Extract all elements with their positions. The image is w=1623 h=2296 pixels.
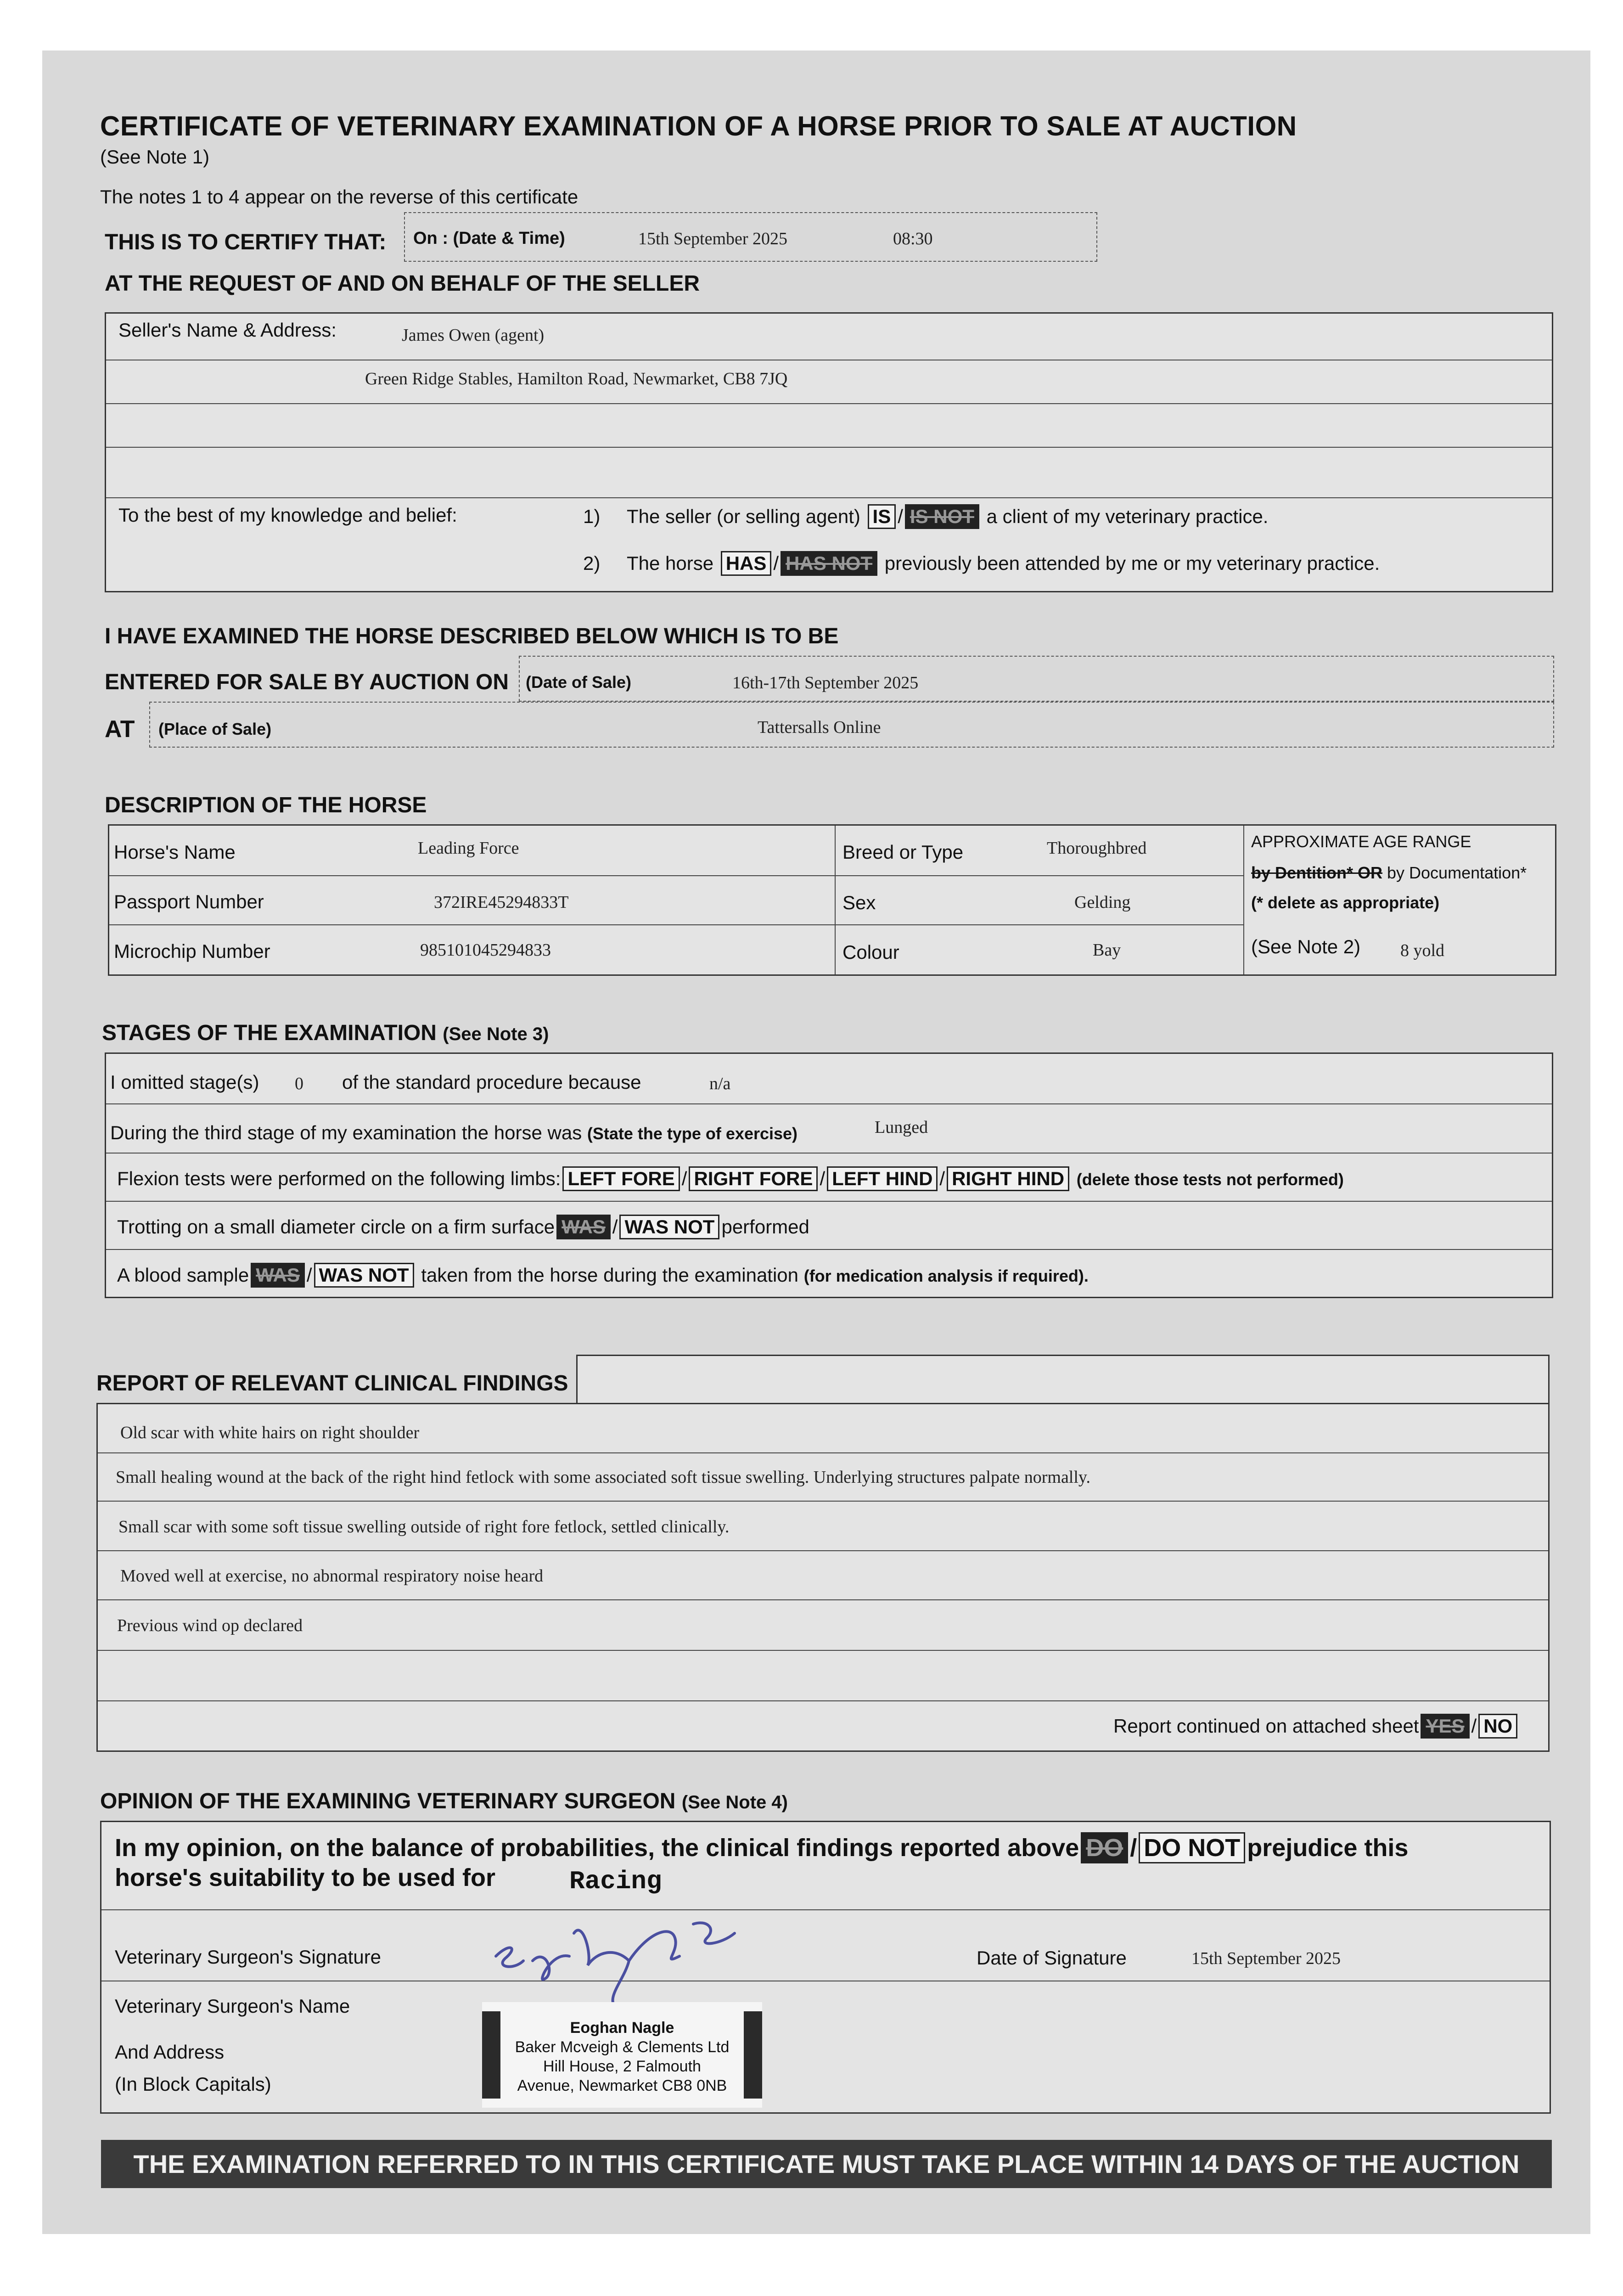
finding-line-4: Moved well at exercise, no abnormal respiratory noise heard [120,1566,544,1586]
statement-2-num: 2) [583,552,601,574]
vet-stamp [482,2002,762,2108]
sale-date-value: 16th-17th September 2025 [732,673,919,692]
opinion-heading-note: (See Note 4) [681,1792,788,1812]
opinion-text-line-1 [115,1832,1408,1863]
client-separator: / [898,506,903,527]
examined-label: I HAVE EXAMINED THE HORSE DESCRIBED BELOW WHICH IS TO BE [105,624,839,648]
flexion-left-fore[interactable]: LEFT FORE [562,1166,680,1191]
seller-address: Green Ridge Stables, Hamilton Road, Newmarket, CB8 7JQ [365,369,788,388]
vet-signature [477,1906,771,2014]
blood-sep: / [306,1264,312,1286]
blood-note: (for medication analysis if required). [803,1266,1089,1285]
exam-date: 15th September 2025 [638,229,788,248]
age-method [1251,863,1527,883]
flexion-right-fore[interactable]: RIGHT FORE [689,1166,818,1191]
colour-label: Colour [842,941,899,963]
horse-has-option[interactable]: HAS [721,551,772,576]
trot-label-b: performed [721,1216,809,1238]
sex-value: Gelding [1074,893,1131,912]
stages-heading-note: (See Note 3) [443,1024,549,1044]
blood-was-option[interactable]: WAS [251,1263,305,1288]
opinion-do-not-option[interactable]: DO NOT [1139,1832,1245,1863]
age-dentition-struck[interactable]: by Dentition* OR [1251,863,1382,882]
third-stage-label: During the third stage of my examination the horse was [110,1122,582,1143]
flexion-row [117,1166,1344,1191]
description-heading: DESCRIPTION OF THE HORSE [105,793,427,817]
omitted-label-a: I omitted stage(s) [110,1071,259,1093]
continued-row [1113,1714,1519,1739]
omitted-label-b: of the standard procedure because [342,1071,641,1093]
stamp-name: Eoghan Nagle [570,2019,674,2037]
age-see-note: (See Note 2) [1251,936,1361,957]
third-stage-value: Lunged [875,1118,928,1137]
flexion-sep-1: / [681,1168,687,1189]
opinion-text-c: horse's suitability to be used for [115,1864,495,1891]
certify-label: THIS IS TO CERTIFY THAT: [105,230,387,254]
opinion-do-option[interactable]: DO [1081,1832,1128,1863]
flexion-sep-3: / [939,1168,945,1189]
trot-label-a: Trotting on a small diameter circle on a firm surface [117,1216,555,1238]
omitted-row [110,1071,259,1093]
on-label: On : (Date & Time) [413,229,565,248]
block-capitals-label: (In Block Capitals) [115,2073,271,2095]
stages-heading [102,1020,549,1046]
findings-header-box [576,1355,1550,1404]
blood-label-a: A blood sample [117,1264,249,1286]
microchip-label: Microchip Number [114,940,270,962]
sale-place-label: (Place of Sale) [158,720,272,738]
title-note: (See Note 1) [100,146,210,168]
third-stage-note: (State the type of exercise) [587,1124,798,1143]
third-stage-row [110,1122,797,1144]
flexion-sep-2: / [820,1168,826,1189]
opinion-heading [100,1789,788,1814]
flexion-right-hind[interactable]: RIGHT HIND [947,1166,1069,1191]
horse-name-label: Horse's Name [114,841,236,863]
trot-was-option[interactable]: WAS [556,1215,611,1239]
trot-sep: / [612,1216,618,1238]
trot-was-not-option[interactable]: WAS NOT [619,1215,719,1239]
blood-was-not-option[interactable]: WAS NOT [314,1263,414,1288]
findings-heading: REPORT OF RELEVANT CLINICAL FINDINGS [96,1371,568,1396]
finding-line-3: Small scar with some soft tissue swelling outside of right fore fetlock, settled clinically. [118,1517,730,1536]
blood-row [117,1263,1089,1288]
continued-label: Report continued on attached sheet [1113,1715,1419,1737]
vet-name-label: Veterinary Surgeon's Name [115,1995,350,2017]
blood-label-b: taken from the horse during the examination [421,1264,799,1286]
client-is-not-option[interactable]: IS NOT [905,504,979,529]
finding-line-1: Old scar with white hairs on right shoulder [120,1423,420,1442]
omitted-reason: n/a [709,1074,731,1093]
opinion-text-a: In my opinion, on the balance of probabilities, the clinical findings reported above [115,1834,1079,1862]
sale-place-value: Tattersalls Online [758,718,881,737]
opinion-sep: / [1130,1834,1137,1862]
exam-time: 08:30 [893,229,933,248]
at-label: AT [105,716,135,743]
breed-value: Thoroughbred [1047,838,1147,858]
age-heading: APPROXIMATE AGE RANGE [1251,832,1471,851]
seller-box [105,312,1553,592]
trot-row [117,1215,809,1239]
date-sig-label: Date of Signature [977,1947,1127,1969]
sex-label: Sex [842,892,876,913]
belief-label: To the best of my knowledge and belief: [118,504,457,526]
address-label: And Address [115,2041,225,2063]
stamp-line-1: Baker Mcveigh & Clements Ltd [515,2038,730,2056]
sale-date-label: (Date of Sale) [526,673,632,692]
horse-has-not-option[interactable]: HAS NOT [781,551,877,576]
request-label: AT THE REQUEST OF AND ON BEHALF OF THE SELLER [105,271,700,296]
footer-banner: THE EXAMINATION REFERRED TO IN THIS CERTIFICATE MUST TAKE PLACE WITHIN 14 DAYS OF THE AUCTION [101,2140,1552,2188]
certificate-title: CERTIFICATE OF VETERINARY EXAMINATION OF A HORSE PRIOR TO SALE AT AUCTION [100,111,1297,141]
age-documentation[interactable]: by Documentation* [1387,863,1527,882]
passport-value: 372IRE45294833T [434,893,569,912]
statement-1-text-a: The seller (or selling agent) [626,506,860,527]
seller-name-label: Seller's Name & Address: [118,319,337,341]
age-delete-note: (* delete as appropriate) [1251,893,1440,912]
signature-label: Veterinary Surgeon's Signature [115,1946,382,1968]
microchip-value: 985101045294833 [420,940,551,960]
continued-sep: / [1471,1715,1477,1737]
omitted-value: 0 [295,1074,303,1093]
age-value: 8 yold [1400,941,1445,960]
finding-line-5: Previous wind op declared [117,1616,303,1635]
flexion-label: Flexion tests were performed on the following limbs: [117,1168,561,1189]
stages-heading-text: STAGES OF THE EXAMINATION [102,1021,437,1045]
colour-value: Bay [1093,940,1121,960]
breed-label: Breed or Type [842,841,964,863]
continued-yes-option[interactable]: YES [1421,1714,1469,1739]
flexion-note: (delete those tests not performed) [1076,1170,1344,1189]
statement-1-text-b: a client of my veterinary practice. [986,506,1269,527]
date-sig-value: 15th September 2025 [1191,1949,1341,1968]
stamp-line-3: Avenue, Newmarket CB8 0NB [517,2077,727,2094]
opinion-text-b: prejudice this [1247,1834,1409,1862]
continued-no-option[interactable]: NO [1478,1714,1517,1739]
statement-2-text-b: previously been attended by me or my veterinary practice. [884,552,1380,574]
flexion-left-hind[interactable]: LEFT HIND [827,1166,938,1191]
seller-name: James Owen (agent) [402,326,545,345]
notes-line: The notes 1 to 4 appear on the reverse of this certificate [100,186,578,208]
finding-line-2: Small healing wound at the back of the right hind fetlock with some associated soft tissue swelling. Underlying structures palpate normally. [116,1468,1090,1487]
client-is-option[interactable]: IS [868,504,896,529]
statement-2-text-a: The horse [626,552,714,574]
horse-separator: / [773,552,779,574]
opinion-use-value: Racing [569,1867,662,1896]
sale-date-field[interactable] [519,656,1554,702]
stamp-line-2: Hill House, 2 Falmouth [543,2058,701,2075]
passport-label: Passport Number [114,891,264,912]
statement-1 [583,504,1268,529]
statement-2 [583,551,1380,576]
opinion-heading-text: OPINION OF THE EXAMINING VETERINARY SURGEON [100,1789,676,1813]
statement-1-num: 1) [583,506,601,527]
horse-name-value: Leading Force [418,838,519,858]
entered-label: ENTERED FOR SALE BY AUCTION ON [105,670,509,694]
